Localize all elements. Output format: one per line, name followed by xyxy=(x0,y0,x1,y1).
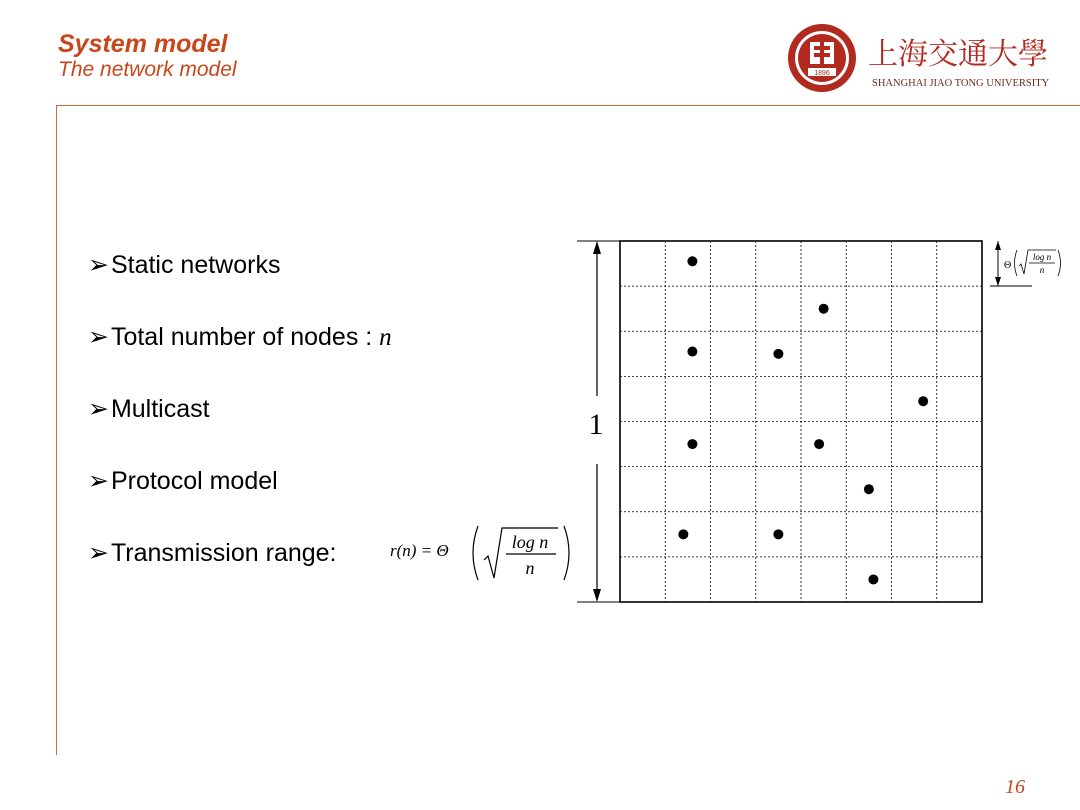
logo-text-cn: 上海交通大學 xyxy=(868,37,1048,72)
network-node xyxy=(918,396,928,406)
grid-diagram xyxy=(572,236,1072,616)
network-node xyxy=(868,574,878,584)
cell-arrowhead-top xyxy=(995,241,1001,250)
bullet-multicast: ➢Multicast xyxy=(88,395,210,423)
bullet-total-nodes: ➢Total number of nodes : n xyxy=(88,323,392,351)
span-arrowhead-bottom xyxy=(593,589,601,602)
span-arrowhead-top xyxy=(593,241,601,254)
header-divider xyxy=(56,105,1080,106)
network-node xyxy=(814,439,824,449)
svg-text:log n: log n xyxy=(1032,252,1052,262)
svg-text:n: n xyxy=(1039,265,1045,275)
slide-subtitle: The network model xyxy=(58,58,237,81)
svg-text:Θ: Θ xyxy=(1004,260,1012,271)
left-divider xyxy=(56,105,57,755)
network-node xyxy=(678,529,688,539)
network-node xyxy=(773,529,783,539)
bullet-transmission-range: ➢Transmission range: xyxy=(88,539,337,567)
network-node xyxy=(687,256,697,266)
cell-size-label xyxy=(1004,250,1061,276)
university-logo xyxy=(784,20,1054,98)
svg-text:n: n xyxy=(525,558,535,578)
svg-text:log n: log n xyxy=(511,532,549,552)
network-node xyxy=(773,349,783,359)
cell-arrowhead-bottom xyxy=(995,277,1001,286)
network-node xyxy=(687,347,697,357)
grid-lines xyxy=(620,241,982,602)
transmission-range-formula xyxy=(390,516,580,586)
svg-text:r(n) = Θ: r(n) = Θ xyxy=(390,541,449,560)
svg-text:1896: 1896 xyxy=(814,70,830,77)
seal-icon xyxy=(784,20,1054,98)
logo-text-en: SHANGHAI JIAO TONG UNIVERSITY xyxy=(872,78,1050,89)
page-number: 16 xyxy=(1005,776,1025,798)
network-node xyxy=(819,304,829,314)
network-node xyxy=(864,484,874,494)
span-label: 1 xyxy=(588,408,604,441)
bullet-static-networks: ➢Static networks xyxy=(88,251,281,279)
bullet-protocol-model: ➢Protocol model xyxy=(88,467,278,495)
network-node xyxy=(687,439,697,449)
slide-title: System model xyxy=(58,30,228,58)
node-layer xyxy=(678,256,928,584)
